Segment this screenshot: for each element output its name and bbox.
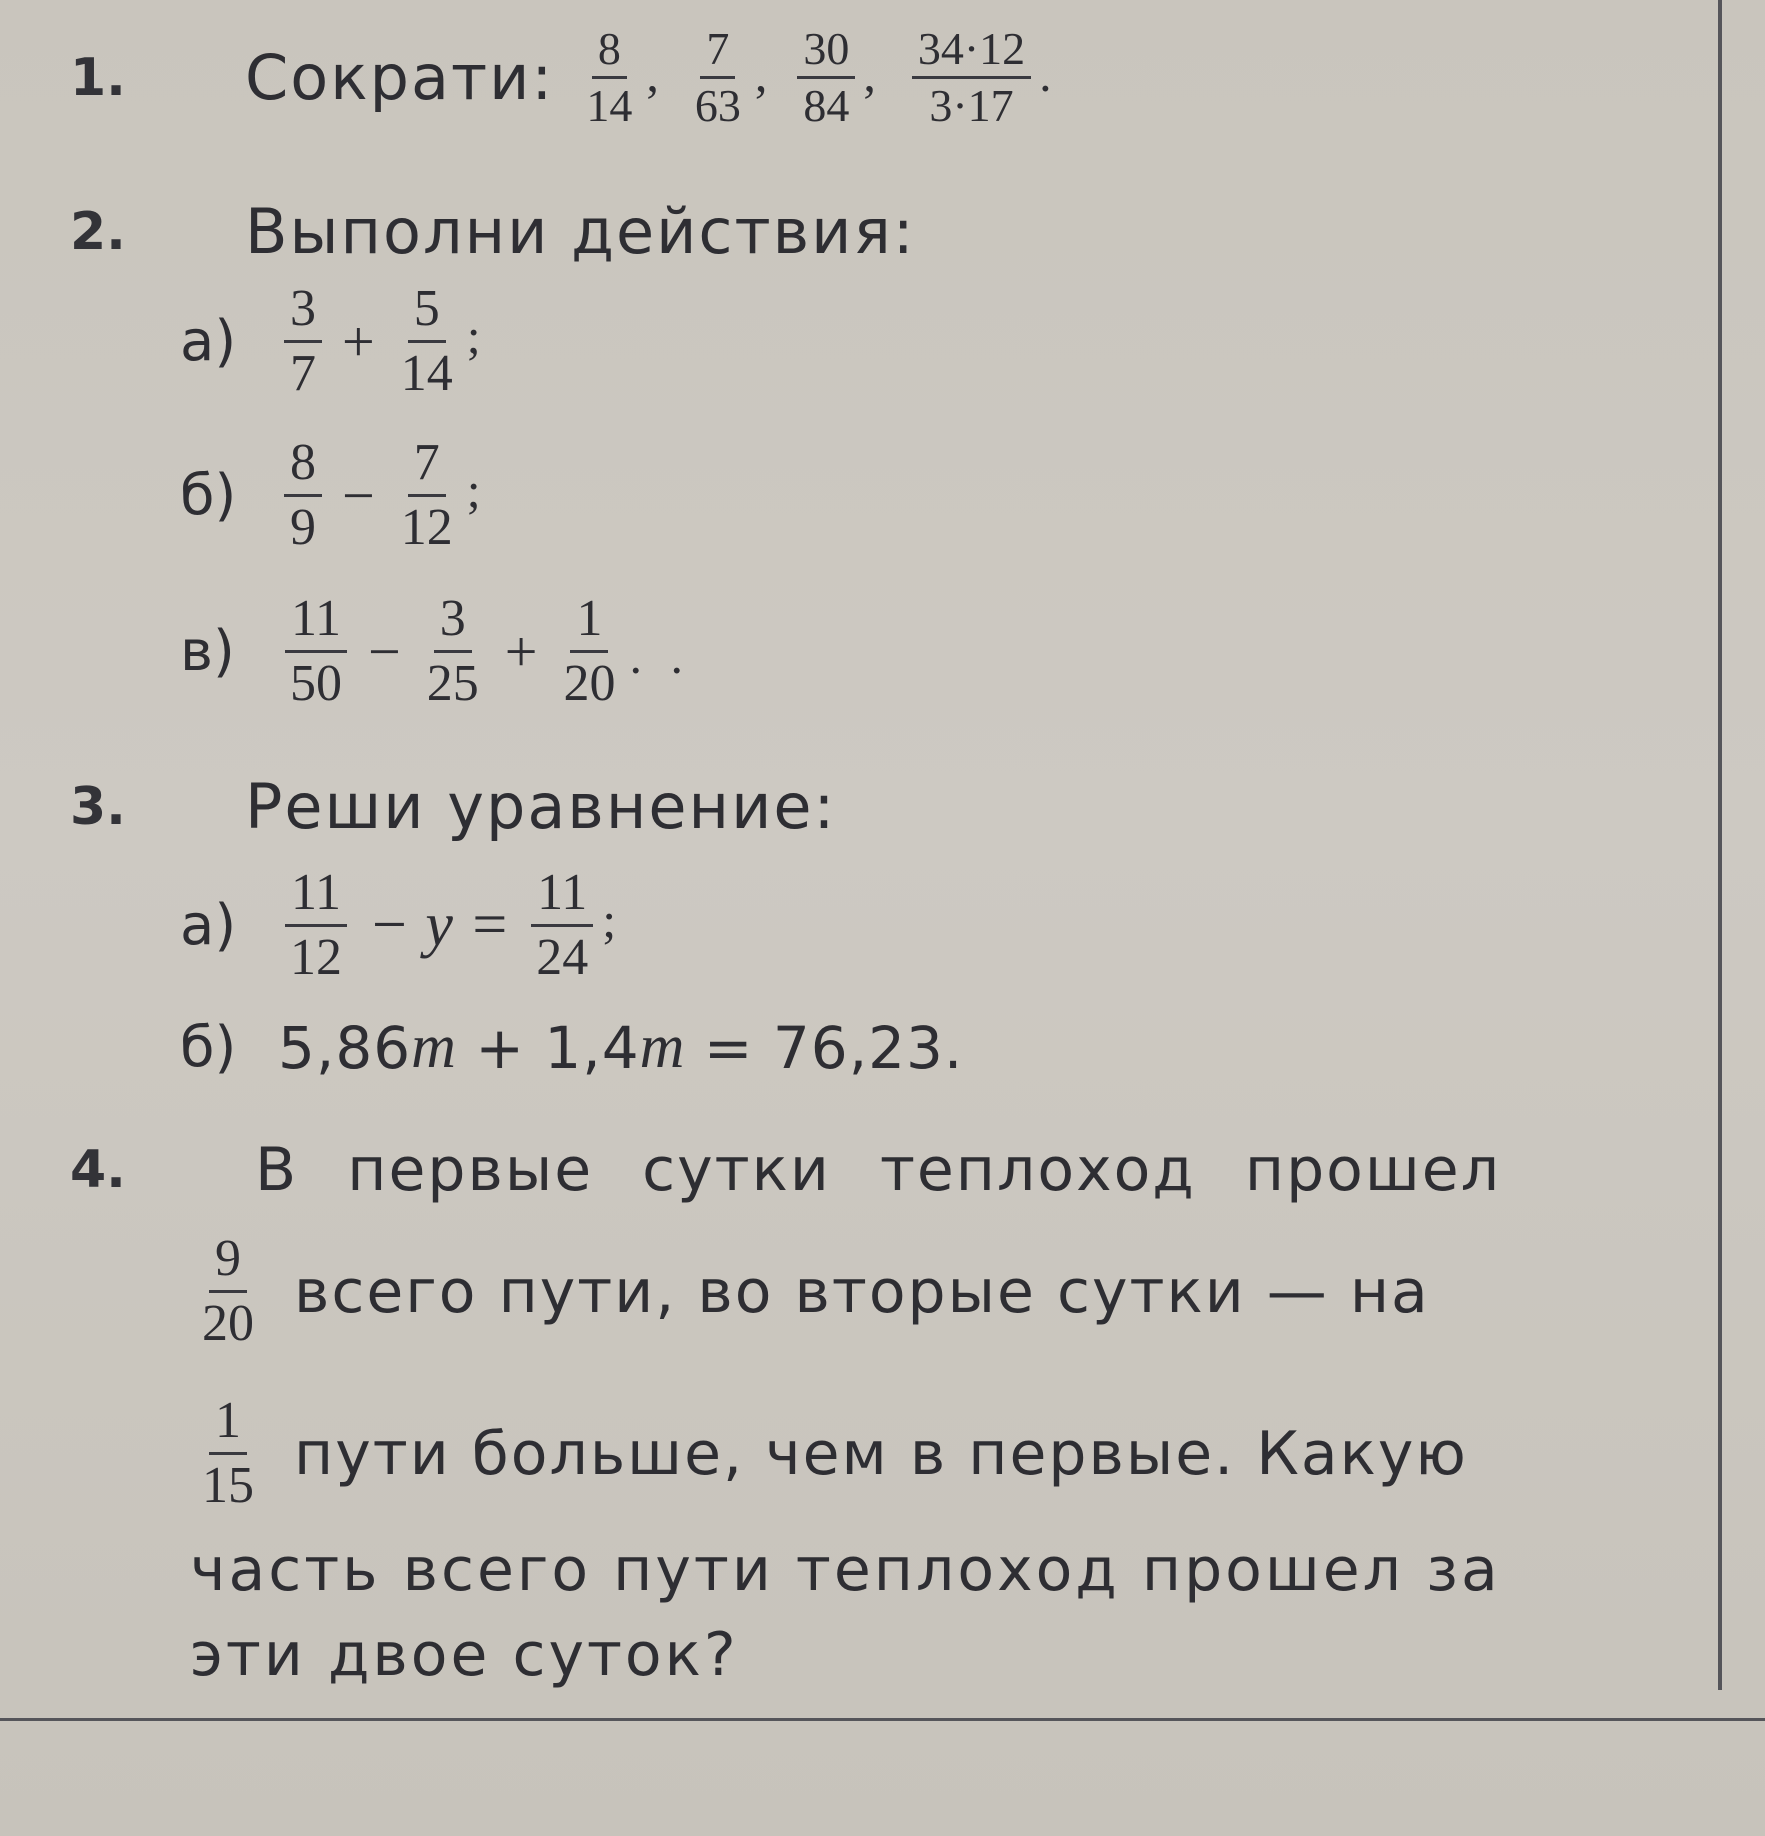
task-2 bbox=[70, 195, 916, 268]
end-mark: ; bbox=[602, 892, 617, 948]
fraction: $\frac{7}{12}$ bbox=[400, 434, 453, 556]
task-label: Сократи: bbox=[245, 41, 555, 114]
separator: . bbox=[1039, 46, 1052, 102]
equation-result: = 76,23. bbox=[684, 1013, 964, 1082]
task-1 bbox=[70, 22, 1052, 133]
task-text-line: часть всего пути теплоход прошел за bbox=[190, 1535, 1501, 1605]
item-label: б) bbox=[180, 463, 237, 528]
task-2b bbox=[180, 432, 481, 559]
operator: − bbox=[368, 619, 401, 684]
fraction: $\frac{1}{20}$ bbox=[563, 590, 616, 712]
fraction: $\frac{11}{24}$ bbox=[530, 862, 594, 989]
task-4-line3 bbox=[190, 1390, 1468, 1517]
separator: , bbox=[863, 46, 876, 102]
equation-middle: − y = bbox=[368, 891, 511, 959]
fraction: $\frac{11}{12}$ bbox=[284, 862, 348, 989]
task-text-line: В первые сутки теплоход прошел bbox=[255, 1135, 1502, 1205]
item-label: в) bbox=[180, 619, 235, 684]
task-text-line: эти двое суток? bbox=[190, 1620, 739, 1690]
fraction: $\frac{8}{9}$ bbox=[284, 432, 322, 559]
fraction: $\frac{34\cdot 12}{3\cdot 17}$ bbox=[912, 22, 1031, 133]
separator: , bbox=[646, 46, 659, 102]
task-label: Реши уравнение: bbox=[245, 770, 837, 843]
item-label: б) bbox=[180, 1015, 237, 1080]
end-mark: . . bbox=[629, 628, 691, 684]
task-number: 4. bbox=[70, 1140, 126, 1200]
coefficient: 5,86 bbox=[278, 1013, 412, 1082]
end-mark: ; bbox=[466, 308, 481, 364]
task-3a bbox=[180, 862, 616, 989]
coefficient: + 1,4 bbox=[455, 1013, 640, 1082]
operator: − bbox=[342, 463, 375, 528]
fraction: $\frac{8}{14}$ bbox=[586, 23, 633, 131]
task-label: Выполни действия: bbox=[245, 195, 916, 268]
fraction: $\frac{3}{25}$ bbox=[426, 590, 479, 712]
fraction: $\frac{11}{50}$ bbox=[284, 588, 348, 715]
fraction: $\frac{30}{84}$ bbox=[797, 22, 855, 133]
fraction: $\frac{5}{14}$ bbox=[400, 280, 453, 402]
item-label: а) bbox=[180, 309, 237, 374]
variable: m bbox=[639, 1013, 685, 1081]
operator: + bbox=[342, 309, 375, 374]
end-mark: ; bbox=[466, 462, 481, 518]
right-border-line bbox=[1718, 0, 1722, 1690]
separator: , bbox=[754, 46, 768, 102]
variable: m bbox=[411, 1013, 456, 1081]
task-4 bbox=[70, 1135, 1501, 1205]
item-label: а) bbox=[180, 893, 237, 958]
task-2c bbox=[180, 588, 691, 715]
fraction: $\frac{7}{63}$ bbox=[694, 23, 741, 131]
task-2a bbox=[180, 278, 481, 405]
task-text-line: пути больше, чем в первые. Какую bbox=[294, 1418, 1468, 1489]
fraction: $\frac{9}{20}$ bbox=[202, 1230, 254, 1352]
bottom-border-line bbox=[0, 1718, 1765, 1721]
task-3b bbox=[180, 1012, 963, 1083]
task-4-line2 bbox=[190, 1228, 1430, 1355]
task-text-line: всего пути, во вторые сутки — на bbox=[294, 1256, 1430, 1327]
task-number: 1. bbox=[70, 47, 126, 108]
fraction: $\frac{3}{7}$ bbox=[284, 278, 322, 405]
operator: + bbox=[504, 619, 538, 684]
fraction: $\frac{1}{15}$ bbox=[202, 1392, 254, 1514]
task-3 bbox=[70, 770, 836, 843]
task-number: 2. bbox=[70, 201, 126, 262]
task-number: 3. bbox=[70, 776, 126, 837]
